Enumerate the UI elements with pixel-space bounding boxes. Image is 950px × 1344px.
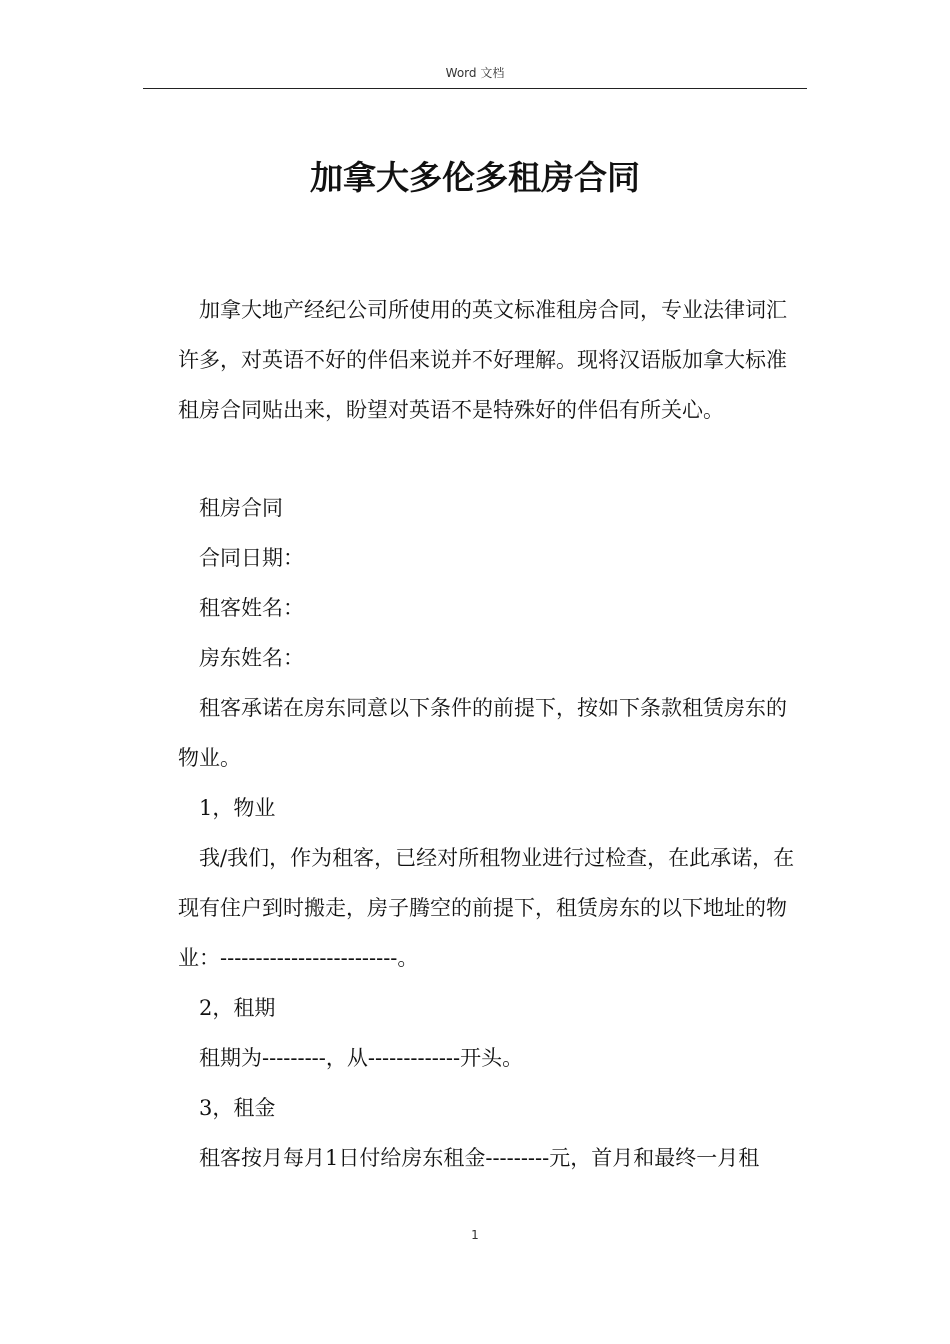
landlord-name-field: 房东姓名： (199, 646, 304, 670)
page-number: 1 (471, 1228, 479, 1242)
intro-section (178, 285, 804, 435)
intro-paragraph: 加拿大地产经纪公司所使用的英文标准租房合同，专业法律词汇许多，对英语不好的伴侣来说并不好理解。现将汉语版加拿大标准租房合同贴出来，盼望对英语不是特殊好的伴侣有所关心。 (178, 298, 787, 422)
page-header: Word 文档 (143, 64, 807, 89)
contract-section (178, 483, 804, 1183)
section-heading-term: 2，租期 (199, 996, 276, 1020)
contract-date-field: 合同日期： (199, 546, 304, 570)
contract-paragraph: 租客承诺在房东同意以下条件的前提下，按如下条款租赁房东的物业。 (178, 696, 787, 770)
document-title: 加拿大多伦多租房合同 (310, 158, 640, 197)
contract-paragraph: 租客按月每月1日付给房东租金---------元，首月和最终一月租 (199, 1146, 760, 1170)
contract-paragraph: 租期为---------，从-------------开头。 (199, 1046, 524, 1070)
section-heading-rent: 3，租金 (199, 1096, 276, 1120)
contract-heading: 租房合同 (199, 496, 283, 520)
tenant-name-field: 租客姓名： (199, 596, 304, 620)
section-heading-property: 1，物业 (199, 796, 276, 820)
contract-paragraph: 我/我们，作为租客，已经对所租物业进行过检查，在此承诺，在现有住户到时搬走，房子腾空的前提下，租赁房东的以下地址的物业：-------------------------。 (178, 846, 795, 970)
